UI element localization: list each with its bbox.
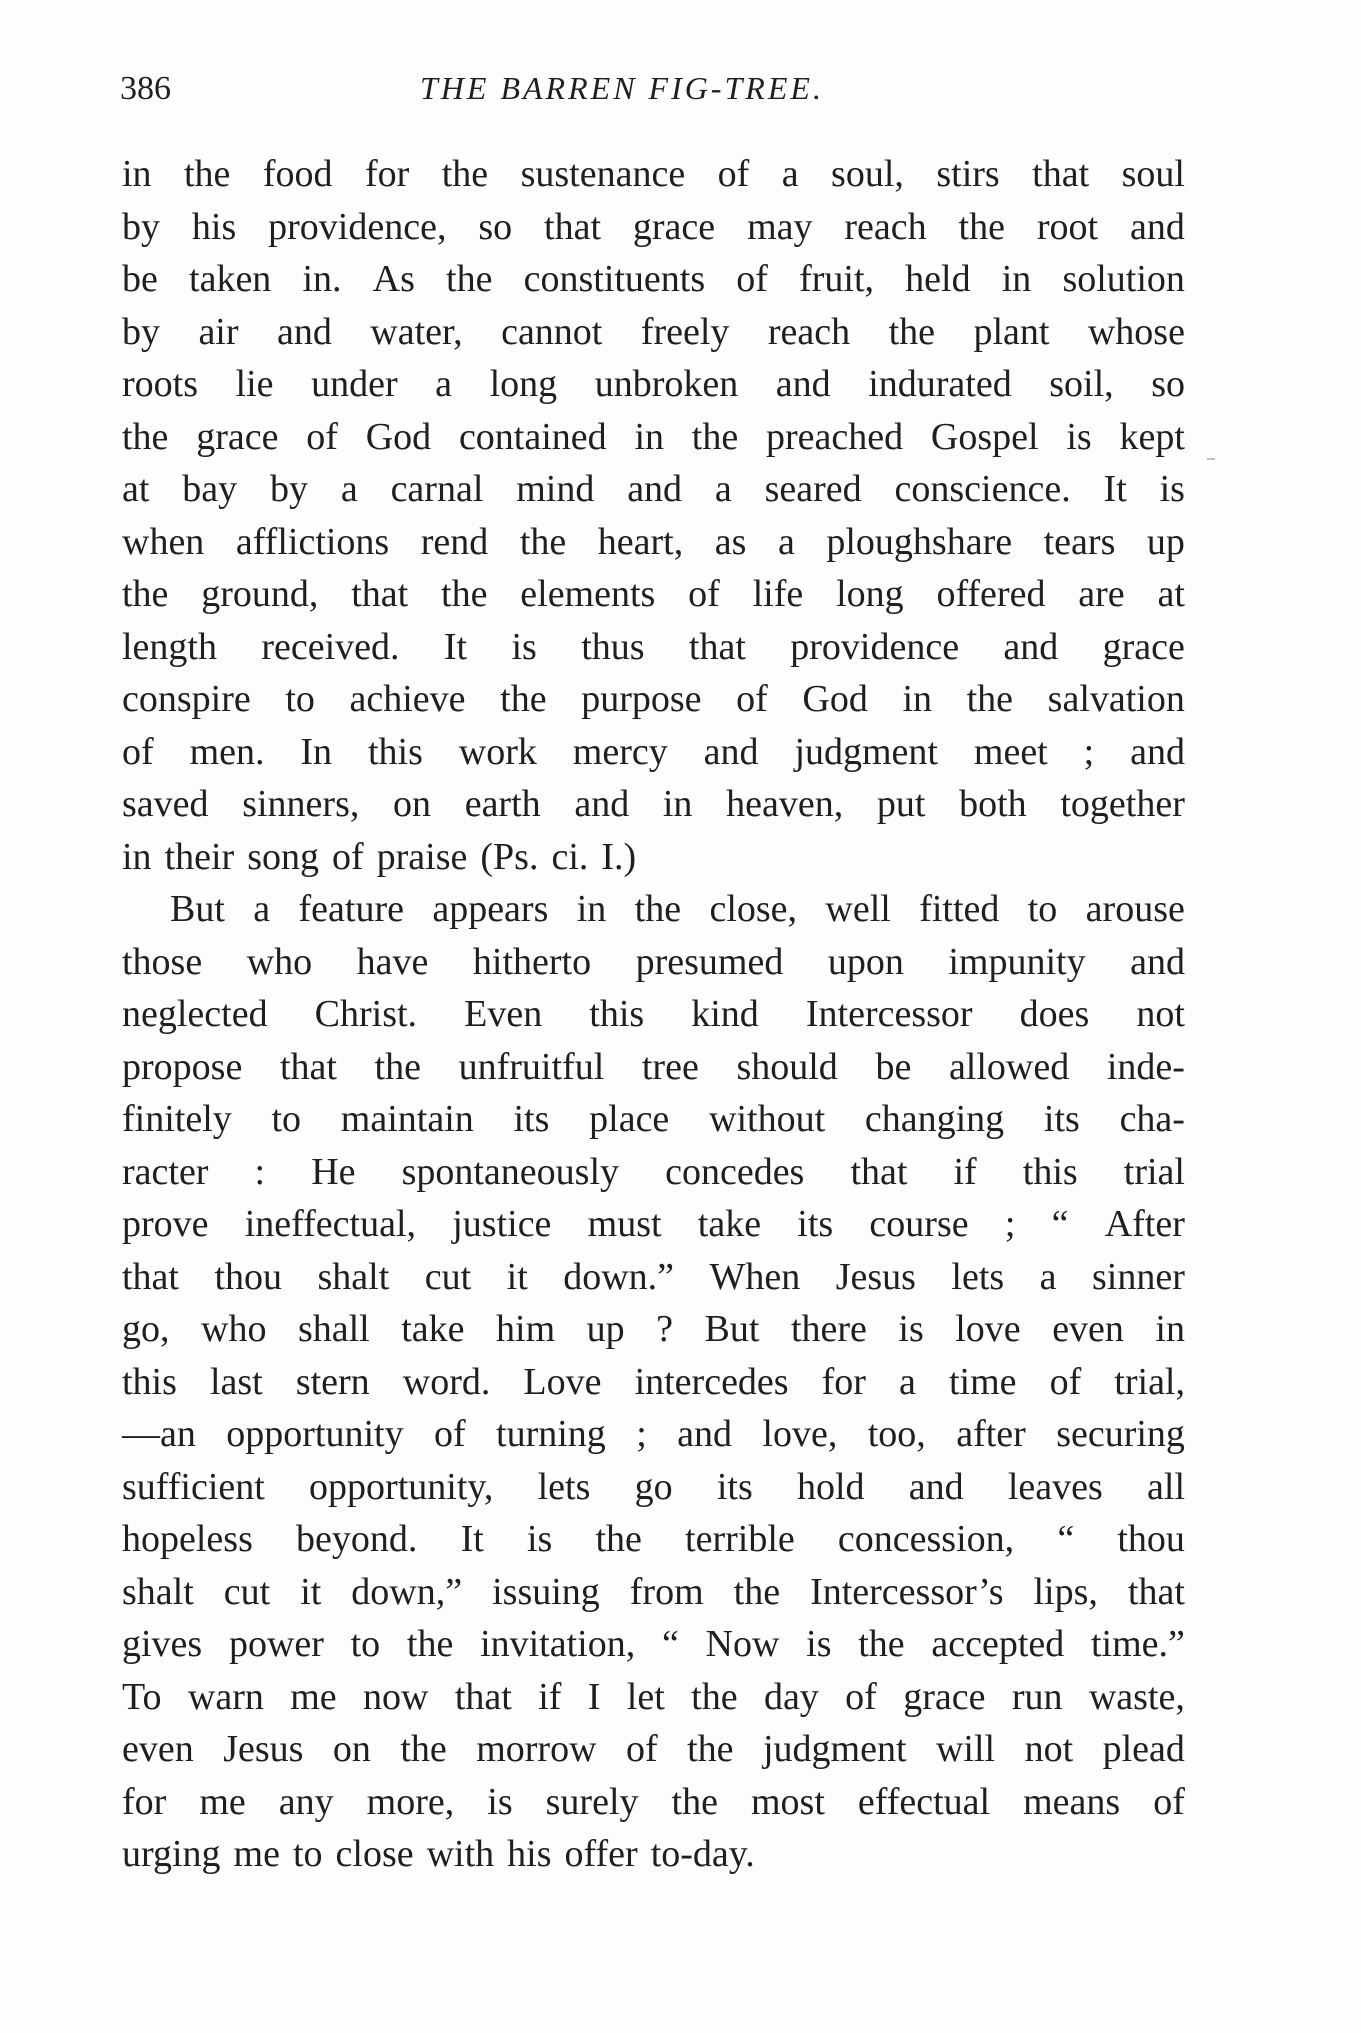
text-line: by his providence, so that grace may reach the root and <box>122 205 1185 248</box>
text-line: conspire to achieve the purpose of God in the salvation <box>122 678 1185 720</box>
text-line: roots lie under a long unbroken and indurated soil, so <box>122 363 1185 405</box>
text-line: in the food for the sustenance of a soul, stirs that soul <box>122 153 1185 195</box>
text-line: saved sinners, on earth and in heaven, put both together <box>122 783 1185 825</box>
text-line: of men. In this work mercy and judgment meet ; and <box>122 730 1185 773</box>
text-line: the ground, that the elements of life long offered are at <box>122 573 1185 615</box>
text-line: finitely to maintain its place without changing its cha- <box>122 1098 1185 1140</box>
text-line: the grace of God contained in the preached Gospel is kept <box>122 415 1185 458</box>
text-line: But a feature appears in the close, well fitted to arouse <box>170 888 1185 930</box>
text-line: be taken in. As the constituents of fruit, held in solution <box>122 258 1185 300</box>
print-speck <box>1207 458 1215 460</box>
text-line: neglected Christ. Even this kind Intercessor does not <box>122 993 1185 1035</box>
text-line: those who have hitherto presumed upon impunity and <box>122 940 1185 983</box>
running-head <box>120 70 1190 114</box>
page-number: 386 <box>120 70 171 107</box>
text-line: To warn me now that if I let the day of grace run waste, <box>122 1675 1185 1718</box>
text-line: —an opportunity of turning ; and love, too, after securing <box>122 1413 1185 1455</box>
text-line: length received. It is thus that providence and grace <box>122 625 1185 668</box>
text-line: urging me to close with his offer to-day. <box>122 1833 755 1875</box>
text-line: shalt cut it down,” issuing from the Intercessor’s lips, that <box>122 1570 1185 1613</box>
text-line: even Jesus on the morrow of the judgment will not plead <box>122 1728 1185 1770</box>
text-line: sufficient opportunity, lets go its hold and leaves all <box>122 1465 1185 1508</box>
text-line: this last stern word. Love intercedes for a time of trial, <box>122 1360 1185 1403</box>
text-line: that thou shalt cut it down.” When Jesus lets a sinner <box>122 1255 1185 1298</box>
text-line: hopeless beyond. It is the terrible concession, “ thou <box>122 1518 1185 1560</box>
body-text <box>122 148 1185 1881</box>
text-line: when afflictions rend the heart, as a ploughshare tears up <box>122 520 1185 563</box>
text-line: in their song of praise (Ps. ci. I.) <box>122 835 637 878</box>
text-line: by air and water, cannot freely reach the plant whose <box>122 310 1185 353</box>
text-line: prove ineffectual, justice must take its course ; “ After <box>122 1203 1185 1245</box>
text-line: propose that the unfruitful tree should be allowed inde- <box>122 1045 1185 1088</box>
text-line: go, who shall take him up ? But there is love even in <box>122 1308 1185 1350</box>
text-line: racter : He spontaneously concedes that if this trial <box>122 1150 1185 1193</box>
text-line: for me any more, is surely the most effectual means of <box>122 1780 1185 1823</box>
text-line: gives power to the invitation, “ Now is the accepted time.” <box>122 1623 1185 1665</box>
running-title: THE BARREN FIG-TREE. <box>420 70 824 106</box>
text-line: at bay by a carnal mind and a seared conscience. It is <box>122 468 1185 510</box>
